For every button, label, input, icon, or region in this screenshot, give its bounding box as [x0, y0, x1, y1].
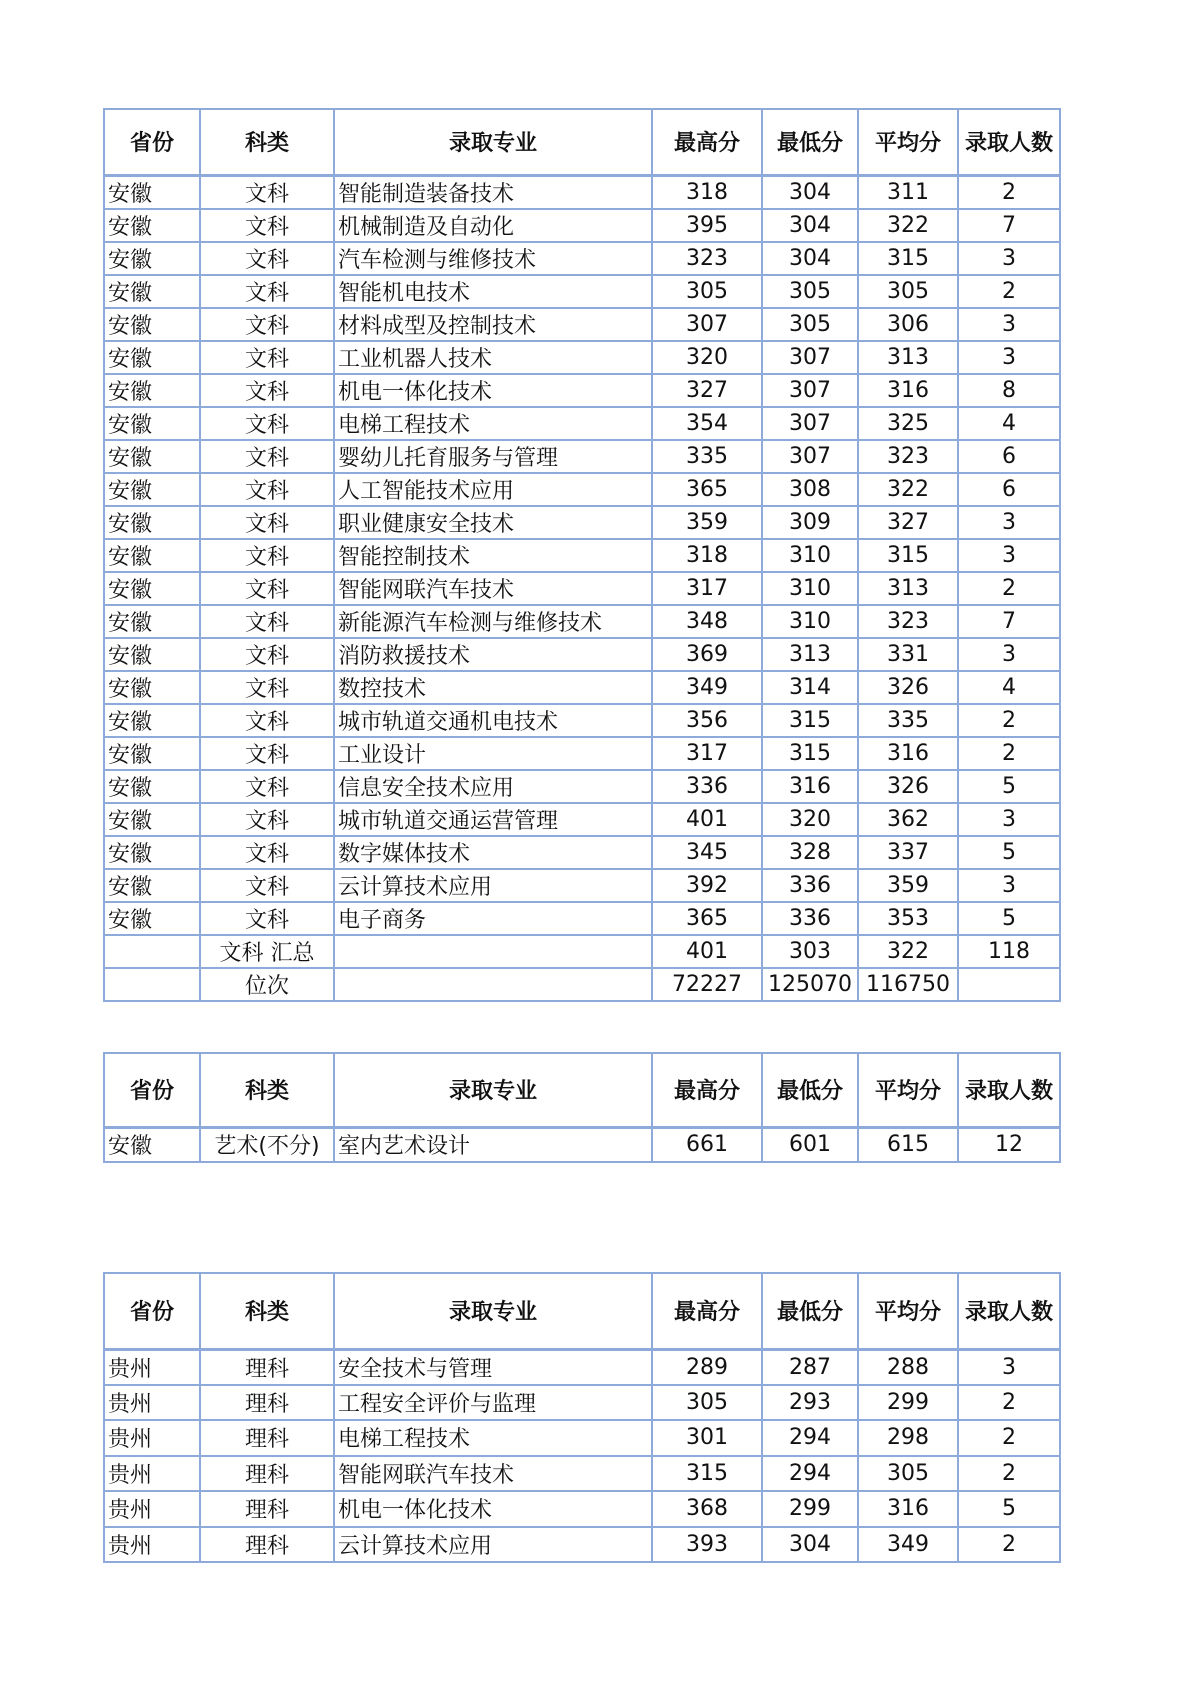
major-cell: 机电一体化技术 [334, 1491, 652, 1527]
avg-score-cell: 331 [858, 638, 958, 671]
major-cell: 城市轨道交通运营管理 [334, 803, 652, 836]
province-cell: 安徽 [104, 473, 200, 506]
min-score-cell: 315 [762, 737, 858, 770]
max-score-cell: 392 [652, 869, 762, 902]
category-cell: 文科 [200, 737, 334, 770]
max-score-cell: 315 [652, 1456, 762, 1492]
category-cell: 文科 [200, 803, 334, 836]
avg-score-cell: 322 [858, 935, 958, 968]
admitted-count-cell: 5 [958, 770, 1060, 803]
category-cell: 文科 [200, 407, 334, 440]
table-row [104, 341, 1060, 374]
table-row [104, 506, 1060, 539]
table-row [104, 1349, 1060, 1385]
header-major: 录取专业 [334, 1053, 652, 1127]
max-score-cell: 336 [652, 770, 762, 803]
max-score-cell: 305 [652, 275, 762, 308]
category-cell: 文科 [200, 341, 334, 374]
major-cell: 数控技术 [334, 671, 652, 704]
table-row [104, 902, 1060, 935]
major-cell: 城市轨道交通机电技术 [334, 704, 652, 737]
table-row [104, 473, 1060, 506]
admitted-count-cell: 2 [958, 1527, 1060, 1563]
min-score-cell: 294 [762, 1420, 858, 1456]
category-cell: 文科 [200, 242, 334, 275]
avg-score-cell: 359 [858, 869, 958, 902]
admitted-count-cell: 5 [958, 836, 1060, 869]
admitted-count-cell: 2 [958, 275, 1060, 308]
min-score-cell: 299 [762, 1491, 858, 1527]
min-score-cell: 305 [762, 275, 858, 308]
avg-score-cell: 288 [858, 1349, 958, 1385]
major-cell: 机械制造及自动化 [334, 209, 652, 242]
table-row [104, 440, 1060, 473]
province-cell: 安徽 [104, 275, 200, 308]
avg-score-cell: 316 [858, 1491, 958, 1527]
avg-score-cell: 322 [858, 473, 958, 506]
max-score-cell: 345 [652, 836, 762, 869]
header-avg-score: 平均分 [858, 1053, 958, 1127]
min-score-cell: 315 [762, 704, 858, 737]
admitted-count-cell: 118 [958, 935, 1060, 968]
avg-score-cell: 313 [858, 572, 958, 605]
table-row [104, 935, 1060, 968]
max-score-cell: 401 [652, 803, 762, 836]
header-max-score: 最高分 [652, 109, 762, 175]
table-row [104, 1127, 1060, 1162]
province-cell: 贵州 [104, 1349, 200, 1385]
avg-score-cell: 298 [858, 1420, 958, 1456]
avg-score-cell: 325 [858, 407, 958, 440]
province-cell: 安徽 [104, 440, 200, 473]
province-cell: 安徽 [104, 308, 200, 341]
province-cell: 安徽 [104, 506, 200, 539]
max-score-cell: 317 [652, 737, 762, 770]
max-score-cell: 323 [652, 242, 762, 275]
max-score-cell: 661 [652, 1127, 762, 1162]
max-score-cell: 365 [652, 902, 762, 935]
province-cell: 贵州 [104, 1456, 200, 1492]
min-score-cell: 316 [762, 770, 858, 803]
min-score-cell: 313 [762, 638, 858, 671]
major-cell: 汽车检测与维修技术 [334, 242, 652, 275]
category-cell: 文科 [200, 440, 334, 473]
avg-score-cell: 323 [858, 440, 958, 473]
min-score-cell: 310 [762, 605, 858, 638]
major-cell: 职业健康安全技术 [334, 506, 652, 539]
admitted-count-cell: 3 [958, 506, 1060, 539]
header-major: 录取专业 [334, 1273, 652, 1349]
province-cell: 安徽 [104, 836, 200, 869]
table-row [104, 836, 1060, 869]
category-cell: 文科 [200, 473, 334, 506]
header-min-score: 最低分 [762, 109, 858, 175]
avg-score-cell: 337 [858, 836, 958, 869]
table-row [104, 638, 1060, 671]
major-cell: 智能机电技术 [334, 275, 652, 308]
max-score-cell: 354 [652, 407, 762, 440]
min-score-cell: 328 [762, 836, 858, 869]
max-score-cell: 349 [652, 671, 762, 704]
major-cell: 工业设计 [334, 737, 652, 770]
min-score-cell: 601 [762, 1127, 858, 1162]
province-cell: 安徽 [104, 209, 200, 242]
min-score-cell: 303 [762, 935, 858, 968]
min-score-cell: 336 [762, 902, 858, 935]
max-score-cell: 289 [652, 1349, 762, 1385]
header-admitted-count: 录取人数 [958, 1053, 1060, 1127]
admitted-count-cell: 2 [958, 1420, 1060, 1456]
max-score-cell: 327 [652, 374, 762, 407]
admitted-count-cell: 3 [958, 638, 1060, 671]
header-admitted-count: 录取人数 [958, 109, 1060, 175]
category-cell: 文科 汇总 [200, 935, 334, 968]
province-cell: 贵州 [104, 1527, 200, 1563]
province-cell: 安徽 [104, 572, 200, 605]
max-score-cell: 368 [652, 1491, 762, 1527]
category-cell: 文科 [200, 539, 334, 572]
min-score-cell: 336 [762, 869, 858, 902]
header-avg-score: 平均分 [858, 109, 958, 175]
min-score-cell: 309 [762, 506, 858, 539]
min-score-cell: 304 [762, 209, 858, 242]
category-cell: 位次 [200, 968, 334, 1001]
table-row [104, 175, 1060, 209]
major-cell: 云计算技术应用 [334, 869, 652, 902]
table-row [104, 1527, 1060, 1563]
max-score-cell: 307 [652, 308, 762, 341]
major-cell: 电子商务 [334, 902, 652, 935]
avg-score-cell: 349 [858, 1527, 958, 1563]
category-cell: 文科 [200, 209, 334, 242]
table-header-row [104, 109, 1060, 175]
max-score-cell: 401 [652, 935, 762, 968]
header-admitted-count: 录取人数 [958, 1273, 1060, 1349]
max-score-cell: 365 [652, 473, 762, 506]
admission-table-anhui-art [103, 1052, 1061, 1163]
min-score-cell: 293 [762, 1385, 858, 1421]
category-cell: 文科 [200, 175, 334, 209]
category-cell: 文科 [200, 605, 334, 638]
max-score-cell: 301 [652, 1420, 762, 1456]
admitted-count-cell [958, 968, 1060, 1001]
min-score-cell: 304 [762, 175, 858, 209]
min-score-cell: 304 [762, 1527, 858, 1563]
category-cell: 文科 [200, 506, 334, 539]
avg-score-cell: 323 [858, 605, 958, 638]
min-score-cell: 294 [762, 1456, 858, 1492]
category-cell: 理科 [200, 1420, 334, 1456]
max-score-cell: 318 [652, 175, 762, 209]
min-score-cell: 307 [762, 440, 858, 473]
table-row [104, 1491, 1060, 1527]
admitted-count-cell: 3 [958, 242, 1060, 275]
max-score-cell: 318 [652, 539, 762, 572]
admitted-count-cell: 4 [958, 671, 1060, 704]
admitted-count-cell: 8 [958, 374, 1060, 407]
max-score-cell: 320 [652, 341, 762, 374]
admitted-count-cell: 3 [958, 539, 1060, 572]
province-cell [104, 935, 200, 968]
min-score-cell: 125070 [762, 968, 858, 1001]
min-score-cell: 308 [762, 473, 858, 506]
max-score-cell: 348 [652, 605, 762, 638]
admitted-count-cell: 5 [958, 1491, 1060, 1527]
admitted-count-cell: 2 [958, 1385, 1060, 1421]
table-row [104, 803, 1060, 836]
category-cell: 文科 [200, 671, 334, 704]
header-max-score: 最高分 [652, 1273, 762, 1349]
category-cell: 理科 [200, 1491, 334, 1527]
avg-score-cell: 322 [858, 209, 958, 242]
category-cell: 文科 [200, 572, 334, 605]
category-cell: 文科 [200, 902, 334, 935]
province-cell [104, 968, 200, 1001]
avg-score-cell: 116750 [858, 968, 958, 1001]
province-cell: 贵州 [104, 1420, 200, 1456]
avg-score-cell: 327 [858, 506, 958, 539]
avg-score-cell: 316 [858, 374, 958, 407]
header-category: 科类 [200, 1273, 334, 1349]
table-row [104, 308, 1060, 341]
province-cell: 安徽 [104, 869, 200, 902]
province-cell: 安徽 [104, 770, 200, 803]
header-province: 省份 [104, 1053, 200, 1127]
major-cell: 工业机器人技术 [334, 341, 652, 374]
category-cell: 文科 [200, 836, 334, 869]
table-row [104, 704, 1060, 737]
major-cell: 智能网联汽车技术 [334, 1456, 652, 1492]
header-avg-score: 平均分 [858, 1273, 958, 1349]
table-row [104, 671, 1060, 704]
admitted-count-cell: 2 [958, 704, 1060, 737]
table-header-row [104, 1053, 1060, 1127]
avg-score-cell: 299 [858, 1385, 958, 1421]
major-cell: 智能制造装备技术 [334, 175, 652, 209]
min-score-cell: 305 [762, 308, 858, 341]
province-cell: 安徽 [104, 341, 200, 374]
table-header-row [104, 1273, 1060, 1349]
avg-score-cell: 326 [858, 671, 958, 704]
major-cell: 电梯工程技术 [334, 407, 652, 440]
header-major: 录取专业 [334, 109, 652, 175]
header-category: 科类 [200, 1053, 334, 1127]
max-score-cell: 369 [652, 638, 762, 671]
table-row [104, 572, 1060, 605]
admitted-count-cell: 2 [958, 737, 1060, 770]
admitted-count-cell: 3 [958, 803, 1060, 836]
table-row [104, 209, 1060, 242]
province-cell: 安徽 [104, 539, 200, 572]
max-score-cell: 356 [652, 704, 762, 737]
max-score-cell: 393 [652, 1527, 762, 1563]
table-row [104, 737, 1060, 770]
province-cell: 贵州 [104, 1385, 200, 1421]
avg-score-cell: 362 [858, 803, 958, 836]
table-row [104, 275, 1060, 308]
table-row [104, 407, 1060, 440]
max-score-cell: 335 [652, 440, 762, 473]
admission-table-guizhou-science [103, 1272, 1061, 1563]
admitted-count-cell: 2 [958, 1456, 1060, 1492]
min-score-cell: 320 [762, 803, 858, 836]
avg-score-cell: 326 [858, 770, 958, 803]
max-score-cell: 395 [652, 209, 762, 242]
province-cell: 安徽 [104, 175, 200, 209]
table-row [104, 1456, 1060, 1492]
avg-score-cell: 305 [858, 1456, 958, 1492]
category-cell: 文科 [200, 308, 334, 341]
major-cell: 安全技术与管理 [334, 1349, 652, 1385]
header-min-score: 最低分 [762, 1053, 858, 1127]
max-score-cell: 305 [652, 1385, 762, 1421]
header-min-score: 最低分 [762, 1273, 858, 1349]
min-score-cell: 304 [762, 242, 858, 275]
admitted-count-cell: 3 [958, 1349, 1060, 1385]
category-cell: 文科 [200, 869, 334, 902]
major-cell: 电梯工程技术 [334, 1420, 652, 1456]
major-cell: 数字媒体技术 [334, 836, 652, 869]
category-cell: 文科 [200, 374, 334, 407]
major-cell: 智能控制技术 [334, 539, 652, 572]
major-cell [334, 968, 652, 1001]
header-province: 省份 [104, 109, 200, 175]
province-cell: 安徽 [104, 242, 200, 275]
province-cell: 安徽 [104, 671, 200, 704]
min-score-cell: 307 [762, 341, 858, 374]
max-score-cell: 72227 [652, 968, 762, 1001]
category-cell: 理科 [200, 1456, 334, 1492]
major-cell: 工程安全评价与监理 [334, 1385, 652, 1421]
admitted-count-cell: 3 [958, 869, 1060, 902]
avg-score-cell: 315 [858, 242, 958, 275]
header-max-score: 最高分 [652, 1053, 762, 1127]
category-cell: 艺术(不分) [200, 1127, 334, 1162]
admitted-count-cell: 4 [958, 407, 1060, 440]
province-cell: 安徽 [104, 737, 200, 770]
province-cell: 安徽 [104, 704, 200, 737]
admitted-count-cell: 2 [958, 175, 1060, 209]
admitted-count-cell: 7 [958, 605, 1060, 638]
table-row [104, 869, 1060, 902]
avg-score-cell: 335 [858, 704, 958, 737]
max-score-cell: 317 [652, 572, 762, 605]
table-row [104, 770, 1060, 803]
header-category: 科类 [200, 109, 334, 175]
admitted-count-cell: 3 [958, 341, 1060, 374]
major-cell: 信息安全技术应用 [334, 770, 652, 803]
avg-score-cell: 315 [858, 539, 958, 572]
min-score-cell: 314 [762, 671, 858, 704]
major-cell: 机电一体化技术 [334, 374, 652, 407]
category-cell: 理科 [200, 1527, 334, 1563]
province-cell: 贵州 [104, 1491, 200, 1527]
table-row [104, 1385, 1060, 1421]
province-cell: 安徽 [104, 803, 200, 836]
major-cell [334, 935, 652, 968]
province-cell: 安徽 [104, 407, 200, 440]
major-cell: 智能网联汽车技术 [334, 572, 652, 605]
min-score-cell: 310 [762, 572, 858, 605]
province-cell: 安徽 [104, 1127, 200, 1162]
admitted-count-cell: 6 [958, 473, 1060, 506]
admitted-count-cell: 5 [958, 902, 1060, 935]
min-score-cell: 310 [762, 539, 858, 572]
table-row [104, 242, 1060, 275]
avg-score-cell: 353 [858, 902, 958, 935]
province-cell: 安徽 [104, 374, 200, 407]
admitted-count-cell: 6 [958, 440, 1060, 473]
admission-table-anhui-liberal-arts [103, 108, 1061, 1002]
province-cell: 安徽 [104, 638, 200, 671]
category-cell: 文科 [200, 275, 334, 308]
table-row [104, 539, 1060, 572]
admitted-count-cell: 2 [958, 572, 1060, 605]
admitted-count-cell: 3 [958, 308, 1060, 341]
avg-score-cell: 615 [858, 1127, 958, 1162]
admitted-count-cell: 12 [958, 1127, 1060, 1162]
table-row [104, 1420, 1060, 1456]
table-row [104, 968, 1060, 1001]
major-cell: 人工智能技术应用 [334, 473, 652, 506]
category-cell: 文科 [200, 638, 334, 671]
min-score-cell: 287 [762, 1349, 858, 1385]
category-cell: 文科 [200, 770, 334, 803]
category-cell: 理科 [200, 1385, 334, 1421]
major-cell: 材料成型及控制技术 [334, 308, 652, 341]
avg-score-cell: 306 [858, 308, 958, 341]
province-cell: 安徽 [104, 605, 200, 638]
major-cell: 室内艺术设计 [334, 1127, 652, 1162]
admitted-count-cell: 7 [958, 209, 1060, 242]
min-score-cell: 307 [762, 407, 858, 440]
min-score-cell: 307 [762, 374, 858, 407]
max-score-cell: 359 [652, 506, 762, 539]
category-cell: 文科 [200, 704, 334, 737]
province-cell: 安徽 [104, 902, 200, 935]
major-cell: 云计算技术应用 [334, 1527, 652, 1563]
avg-score-cell: 313 [858, 341, 958, 374]
table-row [104, 605, 1060, 638]
avg-score-cell: 305 [858, 275, 958, 308]
major-cell: 新能源汽车检测与维修技术 [334, 605, 652, 638]
major-cell: 婴幼儿托育服务与管理 [334, 440, 652, 473]
header-province: 省份 [104, 1273, 200, 1349]
table-row [104, 374, 1060, 407]
avg-score-cell: 311 [858, 175, 958, 209]
major-cell: 消防救援技术 [334, 638, 652, 671]
category-cell: 理科 [200, 1349, 334, 1385]
avg-score-cell: 316 [858, 737, 958, 770]
